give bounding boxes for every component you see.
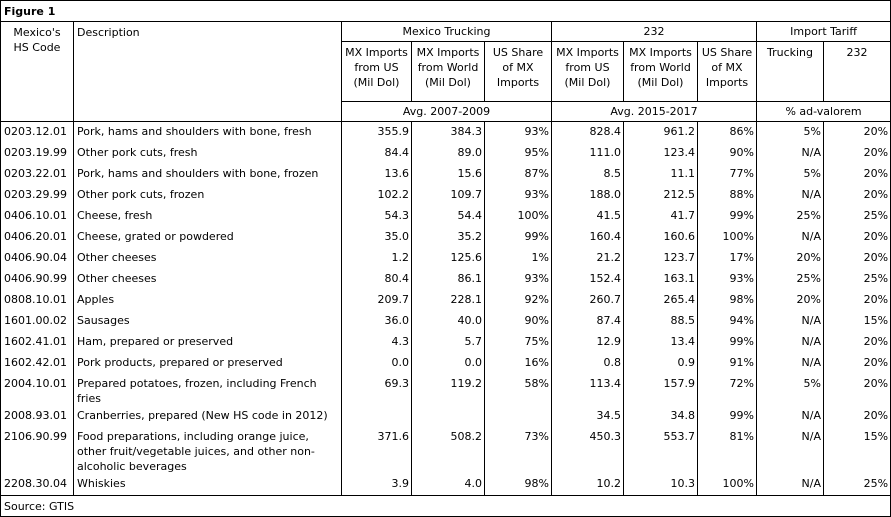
us-share-2007-cell: 92% (485, 290, 552, 311)
tariff-232-cell: 15% (824, 427, 891, 474)
mx-imports-us-2007-cell: 54.3 (342, 206, 412, 227)
col-label-line: from US (354, 61, 399, 74)
description-cell: Other pork cuts, frozen (74, 185, 342, 206)
us-share-2015-cell: 100% (698, 474, 757, 496)
hs-code-cell: 0203.29.99 (1, 185, 74, 206)
mx-imports-us-2015-cell: 111.0 (552, 143, 624, 164)
us-share-2007-cell: 93% (485, 185, 552, 206)
hs-code-cell: 2208.30.04 (1, 474, 74, 496)
col-label-line: US Share (701, 46, 753, 59)
mx-imports-world-2015-cell: 265.4 (624, 290, 698, 311)
mx-imports-world-2007-cell: 4.0 (412, 474, 485, 496)
mx-imports-us-2015-cell: 450.3 (552, 427, 624, 474)
us-share-2007-cell: 87% (485, 164, 552, 185)
group-232: 232 (552, 22, 757, 42)
mx-imports-world-2015-cell: 11.1 (624, 164, 698, 185)
table-row (1, 122, 891, 144)
mx-imports-world-2015-cell: 10.3 (624, 474, 698, 496)
us-share-2015-cell: 77% (698, 164, 757, 185)
col-label-line: MX Imports (416, 46, 480, 59)
us-share-2015-cell: 91% (698, 353, 757, 374)
hs-code-cell: 2106.90.99 (1, 427, 74, 474)
col-label-line: from World (417, 61, 479, 74)
mx-imports-us-2007-cell (342, 406, 412, 427)
mx-imports-us-2015-cell: 188.0 (552, 185, 624, 206)
hs-code-header-line2: HS Code (13, 41, 61, 54)
us-share-2015-cell: 90% (698, 143, 757, 164)
figure-title: Figure 1 (1, 1, 891, 22)
mx-imports-us-2015-cell: 41.5 (552, 206, 624, 227)
table-row (1, 353, 891, 374)
tariff-trucking-cell: N/A (757, 332, 824, 353)
tariff-trucking-cell: 25% (757, 206, 824, 227)
mx-imports-us-2015-cell: 21.2 (552, 248, 624, 269)
mx-imports-world-2007-cell: 119.2 (412, 374, 485, 406)
table-row (1, 206, 891, 227)
description-cell: Other cheeses (74, 269, 342, 290)
mx-imports-world-2015-cell: 0.9 (624, 353, 698, 374)
description-cell: Other cheeses (74, 248, 342, 269)
mx-imports-us-2015-cell: 0.8 (552, 353, 624, 374)
mx-imports-us-2007-cell: 1.2 (342, 248, 412, 269)
col-label-line: US Share (492, 46, 544, 59)
mx-imports-us-2007-cell: 84.4 (342, 143, 412, 164)
description-cell: Pork products, prepared or preserved (74, 353, 342, 374)
mx-imports-us-2007-cell: 371.6 (342, 427, 412, 474)
period-2007-2009: Avg. 2007-2009 (342, 102, 552, 122)
mx-imports-world-2015-cell: 34.8 (624, 406, 698, 427)
description-cell: Pork, hams and shoulders with bone, frozen (74, 164, 342, 185)
table-row (1, 374, 891, 406)
table-row (1, 311, 891, 332)
description-cell: Apples (74, 290, 342, 311)
mx-imports-world-2007-cell: 384.3 (412, 122, 485, 144)
mx-imports-us-2007-cell: 36.0 (342, 311, 412, 332)
table-row (1, 290, 891, 311)
col-us-share-1 (485, 42, 552, 102)
col-us-share-2 (698, 42, 757, 102)
col-label-line: MX Imports (629, 46, 692, 59)
mx-imports-world-2015-cell: 961.2 (624, 122, 698, 144)
description-cell: Ham, prepared or preserved (74, 332, 342, 353)
mx-imports-world-2007-cell: 89.0 (412, 143, 485, 164)
us-share-2007-cell: 93% (485, 122, 552, 144)
tariff-trucking-cell: N/A (757, 353, 824, 374)
mx-imports-world-2015-cell: 163.1 (624, 269, 698, 290)
col-label-line: of MX (502, 61, 534, 74)
tariff-trucking-cell: N/A (757, 185, 824, 206)
us-share-2007-cell: 98% (485, 474, 552, 496)
us-share-2015-cell: 98% (698, 290, 757, 311)
mx-imports-us-2007-cell: 3.9 (342, 474, 412, 496)
us-share-2015-cell: 88% (698, 185, 757, 206)
mx-imports-world-2007-cell (412, 406, 485, 427)
mx-imports-us-2007-cell: 209.7 (342, 290, 412, 311)
table-row (1, 185, 891, 206)
hs-code-cell: 0808.10.01 (1, 290, 74, 311)
us-share-2015-cell: 17% (698, 248, 757, 269)
tariff-trucking-cell: N/A (757, 311, 824, 332)
mx-imports-us-2007-cell: 0.0 (342, 353, 412, 374)
tariff-trucking-cell: 25% (757, 269, 824, 290)
tariff-trucking-cell: 5% (757, 164, 824, 185)
col-mx-imports-us-1 (342, 42, 412, 102)
us-share-2007-cell: 100% (485, 206, 552, 227)
mx-imports-us-2007-cell: 355.9 (342, 122, 412, 144)
mx-imports-world-2007-cell: 54.4 (412, 206, 485, 227)
col-label-line: (Mil Dol) (353, 76, 400, 89)
tariff-trucking-cell: N/A (757, 227, 824, 248)
hs-code-cell: 0406.90.99 (1, 269, 74, 290)
col-label-line: of MX (711, 61, 743, 74)
mx-imports-us-2015-cell: 87.4 (552, 311, 624, 332)
description-cell: Other pork cuts, fresh (74, 143, 342, 164)
mx-imports-world-2007-cell: 35.2 (412, 227, 485, 248)
data-rows (1, 122, 891, 496)
col-label-line: Imports (496, 76, 540, 89)
hs-code-cell: 1602.42.01 (1, 353, 74, 374)
mx-imports-us-2007-cell: 102.2 (342, 185, 412, 206)
description-cell: Sausages (74, 311, 342, 332)
us-share-2007-cell: 16% (485, 353, 552, 374)
mx-imports-us-2015-cell: 8.5 (552, 164, 624, 185)
mx-imports-world-2007-cell: 15.6 (412, 164, 485, 185)
us-share-2007-cell: 73% (485, 427, 552, 474)
us-share-2007-cell: 99% (485, 227, 552, 248)
mx-imports-world-2007-cell: 125.6 (412, 248, 485, 269)
table-row (1, 427, 891, 474)
col-label-line: from US (565, 61, 610, 74)
mx-imports-us-2015-cell: 828.4 (552, 122, 624, 144)
col-mx-imports-us-2 (552, 42, 624, 102)
tariff-trucking-cell: N/A (757, 427, 824, 474)
us-share-2015-cell: 81% (698, 427, 757, 474)
tariff-trucking-cell: 20% (757, 290, 824, 311)
tariff-232-cell: 20% (824, 332, 891, 353)
tariff-trucking-cell: N/A (757, 143, 824, 164)
table-row (1, 406, 891, 427)
mx-imports-world-2007-cell: 508.2 (412, 427, 485, 474)
us-share-2015-cell: 99% (698, 206, 757, 227)
mx-imports-world-2015-cell: 212.5 (624, 185, 698, 206)
mx-imports-us-2015-cell: 160.4 (552, 227, 624, 248)
tariff-unit: % ad-valorem (757, 102, 891, 122)
tariff-232-cell: 20% (824, 122, 891, 144)
hs-code-cell: 0203.22.01 (1, 164, 74, 185)
tariff-232-cell: 20% (824, 185, 891, 206)
tariff-trucking-cell: 5% (757, 374, 824, 406)
tariff-trucking-cell: N/A (757, 474, 824, 496)
mx-imports-world-2015-cell: 88.5 (624, 311, 698, 332)
mx-imports-world-2007-cell: 228.1 (412, 290, 485, 311)
us-share-2007-cell: 1% (485, 248, 552, 269)
tariff-232-cell: 25% (824, 269, 891, 290)
tariff-232-cell: 20% (824, 227, 891, 248)
us-share-2015-cell: 100% (698, 227, 757, 248)
tariff-232-cell: 20% (824, 164, 891, 185)
tariff-232-cell: 20% (824, 406, 891, 427)
mx-imports-us-2015-cell: 10.2 (552, 474, 624, 496)
tariff-232-cell: 20% (824, 248, 891, 269)
description-cell: Prepared potatoes, frozen, including French fries (74, 374, 342, 406)
us-share-2015-cell: 72% (698, 374, 757, 406)
mx-imports-world-2015-cell: 160.6 (624, 227, 698, 248)
tariff-232-cell: 20% (824, 290, 891, 311)
mx-imports-us-2007-cell: 13.6 (342, 164, 412, 185)
mx-imports-world-2015-cell: 123.4 (624, 143, 698, 164)
mx-imports-world-2007-cell: 40.0 (412, 311, 485, 332)
mx-imports-us-2015-cell: 34.5 (552, 406, 624, 427)
mx-imports-us-2007-cell: 35.0 (342, 227, 412, 248)
col-label-line: MX Imports (556, 46, 619, 59)
period-2015-2017: Avg. 2015-2017 (552, 102, 757, 122)
us-share-2015-cell: 94% (698, 311, 757, 332)
mx-imports-world-2007-cell: 109.7 (412, 185, 485, 206)
hs-code-header (1, 22, 74, 122)
us-share-2007-cell (485, 406, 552, 427)
mx-imports-world-2015-cell: 157.9 (624, 374, 698, 406)
col-trucking: Trucking (757, 42, 824, 102)
tariff-trucking-cell: 5% (757, 122, 824, 144)
us-share-2015-cell: 93% (698, 269, 757, 290)
table-row (1, 248, 891, 269)
description-header: Description (74, 22, 342, 122)
mx-imports-us-2007-cell: 4.3 (342, 332, 412, 353)
source-note: Source: GTIS (1, 496, 891, 517)
mx-imports-world-2007-cell: 86.1 (412, 269, 485, 290)
us-share-2007-cell: 75% (485, 332, 552, 353)
col-mx-imports-world-1 (412, 42, 485, 102)
hs-code-cell: 0406.10.01 (1, 206, 74, 227)
mx-imports-world-2015-cell: 41.7 (624, 206, 698, 227)
hs-code-cell: 1602.41.01 (1, 332, 74, 353)
col-mx-imports-world-2 (624, 42, 698, 102)
tariff-232-cell: 20% (824, 353, 891, 374)
description-cell: Whiskies (74, 474, 342, 496)
table-row (1, 164, 891, 185)
col-label-line: (Mil Dol) (425, 76, 471, 89)
col-label-line: Imports (705, 76, 749, 89)
hs-code-cell: 2008.93.01 (1, 406, 74, 427)
description-cell: Cheese, grated or powdered (74, 227, 342, 248)
group-mexico-trucking: Mexico Trucking (342, 22, 552, 42)
col-label-line: (Mil Dol) (637, 76, 684, 89)
table-row (1, 227, 891, 248)
col-label-line: (Mil Dol) (564, 76, 611, 89)
hs-code-cell: 0406.90.04 (1, 248, 74, 269)
tariff-232-cell: 25% (824, 474, 891, 496)
col-label-line: from World (630, 61, 691, 74)
table-row (1, 269, 891, 290)
mx-imports-us-2015-cell: 113.4 (552, 374, 624, 406)
hs-code-cell: 0203.19.99 (1, 143, 74, 164)
description-cell: Pork, hams and shoulders with bone, fresh (74, 122, 342, 144)
us-share-2015-cell: 99% (698, 332, 757, 353)
table-row (1, 332, 891, 353)
group-import-tariff: Import Tariff (757, 22, 891, 42)
mx-imports-us-2007-cell: 69.3 (342, 374, 412, 406)
description-cell: Cheese, fresh (74, 206, 342, 227)
hs-code-header-line1: Mexico's (13, 26, 61, 39)
mx-imports-world-2015-cell: 123.7 (624, 248, 698, 269)
tariff-232-cell: 25% (824, 206, 891, 227)
hs-code-cell: 0406.20.01 (1, 227, 74, 248)
us-share-2007-cell: 90% (485, 311, 552, 332)
hs-code-cell: 1601.00.02 (1, 311, 74, 332)
mx-imports-world-2015-cell: 13.4 (624, 332, 698, 353)
tariff-trucking-cell: N/A (757, 406, 824, 427)
tariff-232-cell: 15% (824, 311, 891, 332)
hs-code-cell: 2004.10.01 (1, 374, 74, 406)
mx-imports-us-2015-cell: 260.7 (552, 290, 624, 311)
us-share-2007-cell: 93% (485, 269, 552, 290)
us-share-2015-cell: 86% (698, 122, 757, 144)
table-row (1, 474, 891, 496)
table-row (1, 143, 891, 164)
mx-imports-world-2007-cell: 5.7 (412, 332, 485, 353)
mx-imports-us-2015-cell: 152.4 (552, 269, 624, 290)
tariff-232-cell: 20% (824, 374, 891, 406)
mx-imports-world-2007-cell: 0.0 (412, 353, 485, 374)
description-cell: Cranberries, prepared (New HS code in 2012) (74, 406, 342, 427)
hs-code-cell: 0203.12.01 (1, 122, 74, 144)
col-label-line: MX Imports (345, 46, 408, 59)
mx-imports-world-2015-cell: 553.7 (624, 427, 698, 474)
mx-imports-us-2015-cell: 12.9 (552, 332, 624, 353)
us-share-2007-cell: 58% (485, 374, 552, 406)
description-cell: Food preparations, including orange juice, other fruit/vegetable juices, and other non-alcoholic beverages (74, 427, 342, 474)
us-share-2015-cell: 99% (698, 406, 757, 427)
col-232: 232 (824, 42, 891, 102)
tariff-232-cell: 20% (824, 143, 891, 164)
mx-imports-us-2007-cell: 80.4 (342, 269, 412, 290)
us-share-2007-cell: 95% (485, 143, 552, 164)
tariff-trucking-cell: 20% (757, 248, 824, 269)
